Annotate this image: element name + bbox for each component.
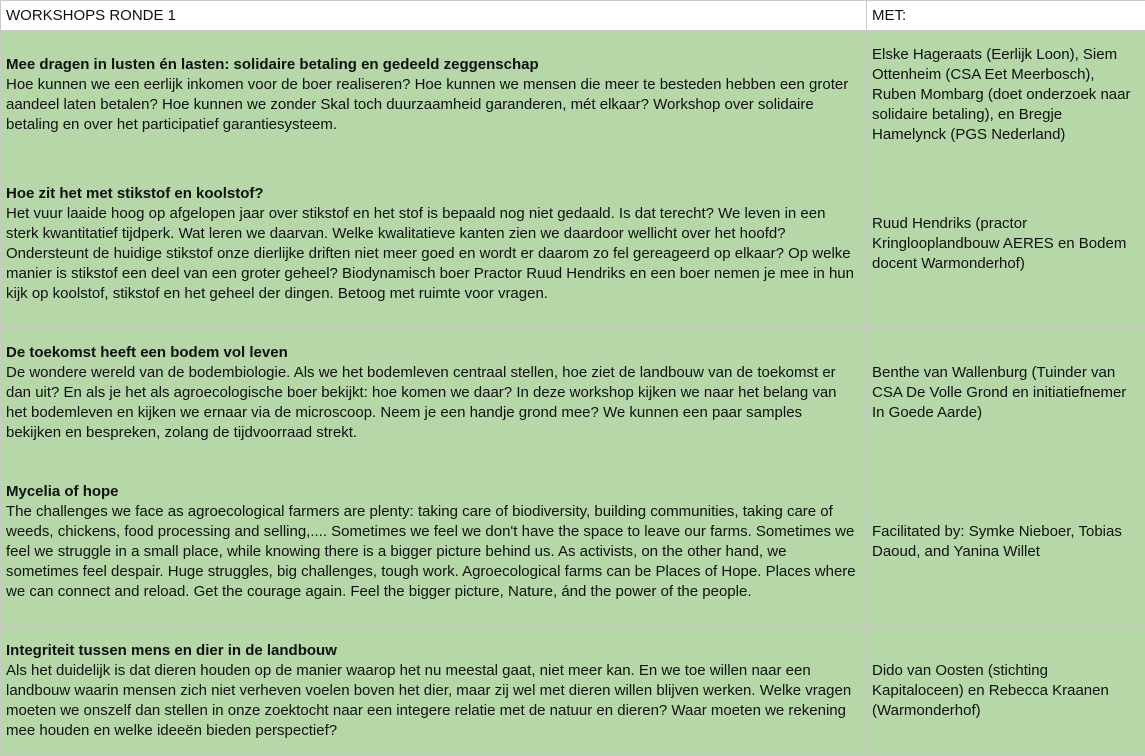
table-row bbox=[1, 160, 1145, 329]
workshop-description: Als het duidelijk is dat dieren houden op de manier waarop het nu meestal gaat, niet meer kan. En we toe willen naar een landbouw waarin mensen zich niet verheven voelen boven het dier, maar zij wel met dieren willen blijven werken. Welke vragen moeten we onszelf dan stellen in onze zoektocht naar een integere relatie met de natuur en dieren? Waar moeten we rekening mee houden en welke ideeën bieden perspectief? bbox=[6, 661, 861, 741]
met-cell[interactable]: Facilitated by: Symke Nieboer, Tobias Daoud, and Yanina Willet bbox=[867, 458, 1145, 627]
header-row bbox=[1, 1, 1145, 31]
workshop-cell[interactable] bbox=[1, 627, 867, 756]
workshop-cell[interactable] bbox=[1, 458, 867, 627]
workshop-description: The challenges we face as agroecological farmers are plenty: taking care of biodiversity, building communities, taking care of weeds, chickens, food processing and selling,.... Sometimes we feel we don't have the space to leave our farms. Sometimes we feel we struggle in a small place, while knowing there is a bigger picture behind us. As activists, on the other hand, we sometimes feel despair. Huge struggles, big challenges, tough work. Agroecological farms can be Places of Hope. Places where we can connect and reload. Get the courage again. Feel the bigger picture, Nature, ánd the power of the people. bbox=[6, 502, 861, 602]
met-cell[interactable]: Dido van Oosten (stichting Kapitaloceen) en Rebecca Kraanen (Warmonderhof) bbox=[867, 627, 1145, 756]
header-workshops-cell[interactable]: WORKSHOPS RONDE 1 bbox=[1, 1, 867, 31]
met-cell[interactable]: Elske Hageraats (Eerlijk Loon), Siem Ottenheim (CSA Eet Meerbosch), Ruben Mombarg (doet onderzoek naar solidaire betaling), en Bregje Hamelynck (PGS Nederland) bbox=[867, 31, 1145, 160]
met-cell[interactable]: Benthe van Wallenburg (Tuinder van CSA De Volle Grond en initiatiefnemer In Goede Aarde) bbox=[867, 329, 1145, 458]
table-row bbox=[1, 627, 1145, 756]
workshop-title: Hoe zit het met stikstof en koolstof? bbox=[6, 184, 861, 204]
workshop-title: Integriteit tussen mens en dier in de landbouw bbox=[6, 641, 861, 661]
table-row bbox=[1, 329, 1145, 458]
workshop-cell[interactable] bbox=[1, 31, 867, 160]
workshop-cell[interactable] bbox=[1, 329, 867, 458]
workshop-cell[interactable] bbox=[1, 160, 867, 329]
met-cell[interactable]: Ruud Hendriks (practor Kringlooplandbouw AERES en Bodem docent Warmonderhof) bbox=[867, 160, 1145, 329]
table-row bbox=[1, 31, 1145, 160]
workshop-description: De wondere wereld van de bodembiologie. Als we het bodemleven centraal stellen, hoe ziet de landbouw van de toekomst er dan uit? En als je het als agroecologische boer bekijkt: hoe komen we daar? In deze workshop kijken we naar het belang van het bodemleven en kijken we ernaar via de microscoop. Neem je een handje grond mee? We kunnen een paar samples bekijken en bespreken, zolang de tijdvoorraad strekt. bbox=[6, 363, 861, 443]
workshop-title: De toekomst heeft een bodem vol leven bbox=[6, 343, 861, 363]
workshop-description: Het vuur laaide hoog op afgelopen jaar over stikstof en het stof is bepaald nog niet gedaald. Is dat terecht? We leven in een sterk kwantitatief tijdperk. Wat leren we daarvan. Welke kwalitatieve kanten zien we daardoor wellicht over het hoofd? Ondersteunt de huidige stikstof onze dierlijke driften niet meer goed en wordt er daarom zo fel gereageerd op elkaar? Op welke manier is stikstof een deel van een groter geheel? Biodynamisch boer Practor Ruud Hendriks en een boer nemen je mee in hun kijk op koolstof, stikstof en het geheel der dingen. Betoog met ruimte voor vragen. bbox=[6, 204, 861, 304]
header-met-cell[interactable]: MET: bbox=[867, 1, 1145, 31]
workshop-description: Hoe kunnen we een eerlijk inkomen voor de boer realiseren? Hoe kunnen we mensen die meer te besteden hebben een groter aandeel laten betalen? Hoe kunnen we zonder Skal toch duurzaamheid garanderen, mét elkaar? Workshop over solidaire betaling en over het participatief garantiesysteem. bbox=[6, 75, 861, 135]
workshop-title: Mycelia of hope bbox=[6, 482, 861, 502]
workshop-title: Mee dragen in lusten én lasten: solidaire betaling en gedeeld zeggenschap bbox=[6, 55, 861, 75]
table-row bbox=[1, 458, 1145, 627]
